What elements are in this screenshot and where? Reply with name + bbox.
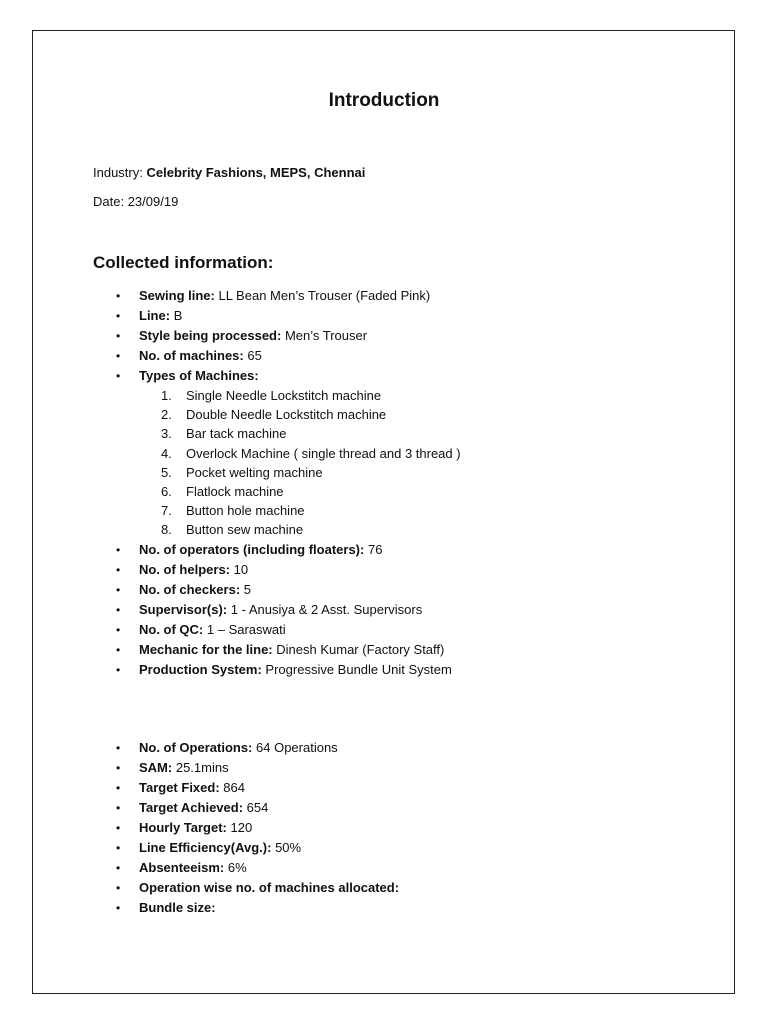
- item-value: 864: [223, 780, 245, 795]
- machine-type-item: [139, 501, 768, 520]
- bullet-icon: •: [116, 801, 121, 815]
- item-label: No. of QC:: [139, 621, 204, 637]
- list-item: [0, 560, 768, 580]
- item-value: B: [173, 308, 183, 323]
- item-value: Dinesh Kumar (Factory Staff): [276, 641, 445, 657]
- bullet-icon: •: [116, 602, 121, 617]
- list-item: [0, 540, 768, 560]
- item-label: Line Efficiency(Avg.):: [139, 840, 272, 855]
- page-title: Introduction: [328, 90, 440, 111]
- machine-name: Button sew machine: [186, 522, 304, 538]
- list-item-machine-types: [0, 366, 768, 540]
- list-item: [0, 778, 768, 798]
- list-item: [0, 798, 768, 818]
- list-item: [0, 660, 768, 680]
- item-value: 10: [233, 561, 249, 577]
- item-value: 120: [230, 820, 253, 835]
- item-label: Absenteeism:: [139, 860, 225, 875]
- item-number: 4.: [161, 445, 172, 461]
- bullet-icon: •: [116, 662, 121, 677]
- list-item: [0, 838, 768, 858]
- item-label: No. of helpers:: [139, 561, 231, 577]
- item-value: 5: [243, 581, 252, 597]
- item-label: Types of Machines:: [139, 368, 259, 383]
- item-label: Production System:: [139, 661, 262, 677]
- machine-name: Bar tack machine: [186, 426, 287, 442]
- item-value: 76: [367, 541, 383, 557]
- item-number: 8.: [161, 522, 172, 538]
- item-label: Line:: [139, 308, 171, 323]
- bullet-icon: •: [116, 329, 121, 343]
- item-number: 3.: [161, 426, 172, 442]
- item-label: Supervisor(s):: [139, 601, 228, 617]
- machine-name: Double Needle Lockstitch machine: [186, 407, 387, 423]
- bullet-icon: •: [116, 582, 121, 597]
- machine-type-item: [139, 405, 768, 424]
- bullet-icon: •: [116, 369, 121, 383]
- item-number: 1.: [161, 388, 172, 403]
- industry-line: [93, 164, 365, 182]
- bullet-icon: •: [116, 881, 121, 895]
- item-value: Progressive Bundle Unit System: [265, 661, 452, 677]
- list-item: [0, 878, 768, 898]
- bullet-icon: •: [116, 289, 121, 303]
- bullet-icon: •: [116, 781, 121, 795]
- list-item: [0, 898, 768, 918]
- bullet-icon: •: [116, 642, 121, 657]
- item-label: No. of Operations:: [139, 740, 253, 755]
- machine-type-item: [139, 424, 768, 443]
- item-label: No. of operators (including floaters):: [139, 541, 365, 557]
- item-label: Sewing line:: [139, 288, 215, 303]
- item-label: Operation wise no. of machines allocated:: [139, 880, 400, 895]
- list-item: [0, 306, 768, 326]
- bullet-icon: •: [116, 542, 121, 557]
- bullet-icon: •: [116, 622, 121, 637]
- item-number: 2.: [161, 407, 172, 423]
- item-label: Target Achieved:: [139, 800, 244, 815]
- list-item: [0, 346, 768, 366]
- item-value: Men’s Trouser: [284, 328, 368, 343]
- item-label: Target Fixed:: [139, 780, 220, 795]
- item-label: Style being processed:: [139, 328, 282, 343]
- item-value: 1 - Anusiya & 2 Asst. Supervisors: [230, 601, 423, 617]
- item-label: SAM:: [139, 760, 173, 775]
- machine-name: Button hole machine: [186, 503, 305, 519]
- machine-name: Flatlock machine: [186, 483, 284, 499]
- list-item: [0, 620, 768, 640]
- industry-value: Celebrity Fashions, MEPS, Chennai: [146, 165, 366, 180]
- bullet-icon: •: [116, 349, 121, 363]
- industry-label: Industry:: [93, 165, 143, 180]
- item-number: 6.: [161, 483, 172, 499]
- list-item: [0, 858, 768, 878]
- item-value: 25.1mins: [175, 760, 229, 775]
- item-label: Hourly Target:: [139, 820, 227, 835]
- list-item: [0, 600, 768, 620]
- list-item: [0, 580, 768, 600]
- item-value: LL Bean Men’s Trouser (Faded Pink): [218, 288, 431, 303]
- list-item: [0, 818, 768, 838]
- item-number: 7.: [161, 503, 172, 519]
- bullet-icon: •: [116, 861, 121, 875]
- machine-type-item: [139, 482, 768, 501]
- machine-type-item: [139, 520, 768, 539]
- machine-name: Pocket welting machine: [186, 464, 323, 480]
- machine-type-item: [139, 444, 768, 463]
- bullet-icon: •: [116, 841, 121, 855]
- section-heading: Collected information:: [93, 253, 274, 272]
- machine-type-item: [139, 386, 768, 405]
- item-label: Mechanic for the line:: [139, 641, 273, 657]
- item-number: 5.: [161, 464, 172, 480]
- list-item: [0, 640, 768, 660]
- list-item: [0, 326, 768, 346]
- item-value: 50%: [275, 840, 302, 855]
- date-label: Date:: [93, 194, 125, 209]
- list-item: [0, 758, 768, 778]
- bullet-icon: •: [116, 309, 121, 323]
- machine-types-list: [139, 386, 768, 540]
- machine-type-item: [139, 463, 768, 482]
- list-item: [0, 286, 768, 306]
- item-label: No. of checkers:: [139, 581, 241, 597]
- bullet-icon: •: [116, 761, 121, 775]
- date-line: [93, 193, 178, 211]
- item-label: No. of machines:: [139, 348, 244, 363]
- item-value: 64 Operations: [256, 740, 338, 755]
- machine-name: Overlock Machine ( single thread and 3 thread ): [186, 445, 461, 461]
- item-value: 1 – Saraswati: [206, 621, 286, 637]
- production-metrics-list: [0, 738, 768, 918]
- collected-info-list: [0, 286, 768, 680]
- item-value: 6%: [227, 860, 247, 875]
- date-value: 23/09/19: [127, 194, 179, 209]
- item-value: 65: [247, 348, 262, 363]
- machine-name: Single Needle Lockstitch machine: [186, 388, 382, 403]
- item-value: 654: [246, 800, 269, 815]
- list-item: [0, 738, 768, 758]
- bullet-icon: •: [116, 821, 121, 835]
- bullet-icon: •: [116, 562, 121, 577]
- bullet-icon: •: [116, 901, 121, 915]
- item-label: Bundle size:: [139, 900, 216, 915]
- bullet-icon: •: [116, 741, 121, 755]
